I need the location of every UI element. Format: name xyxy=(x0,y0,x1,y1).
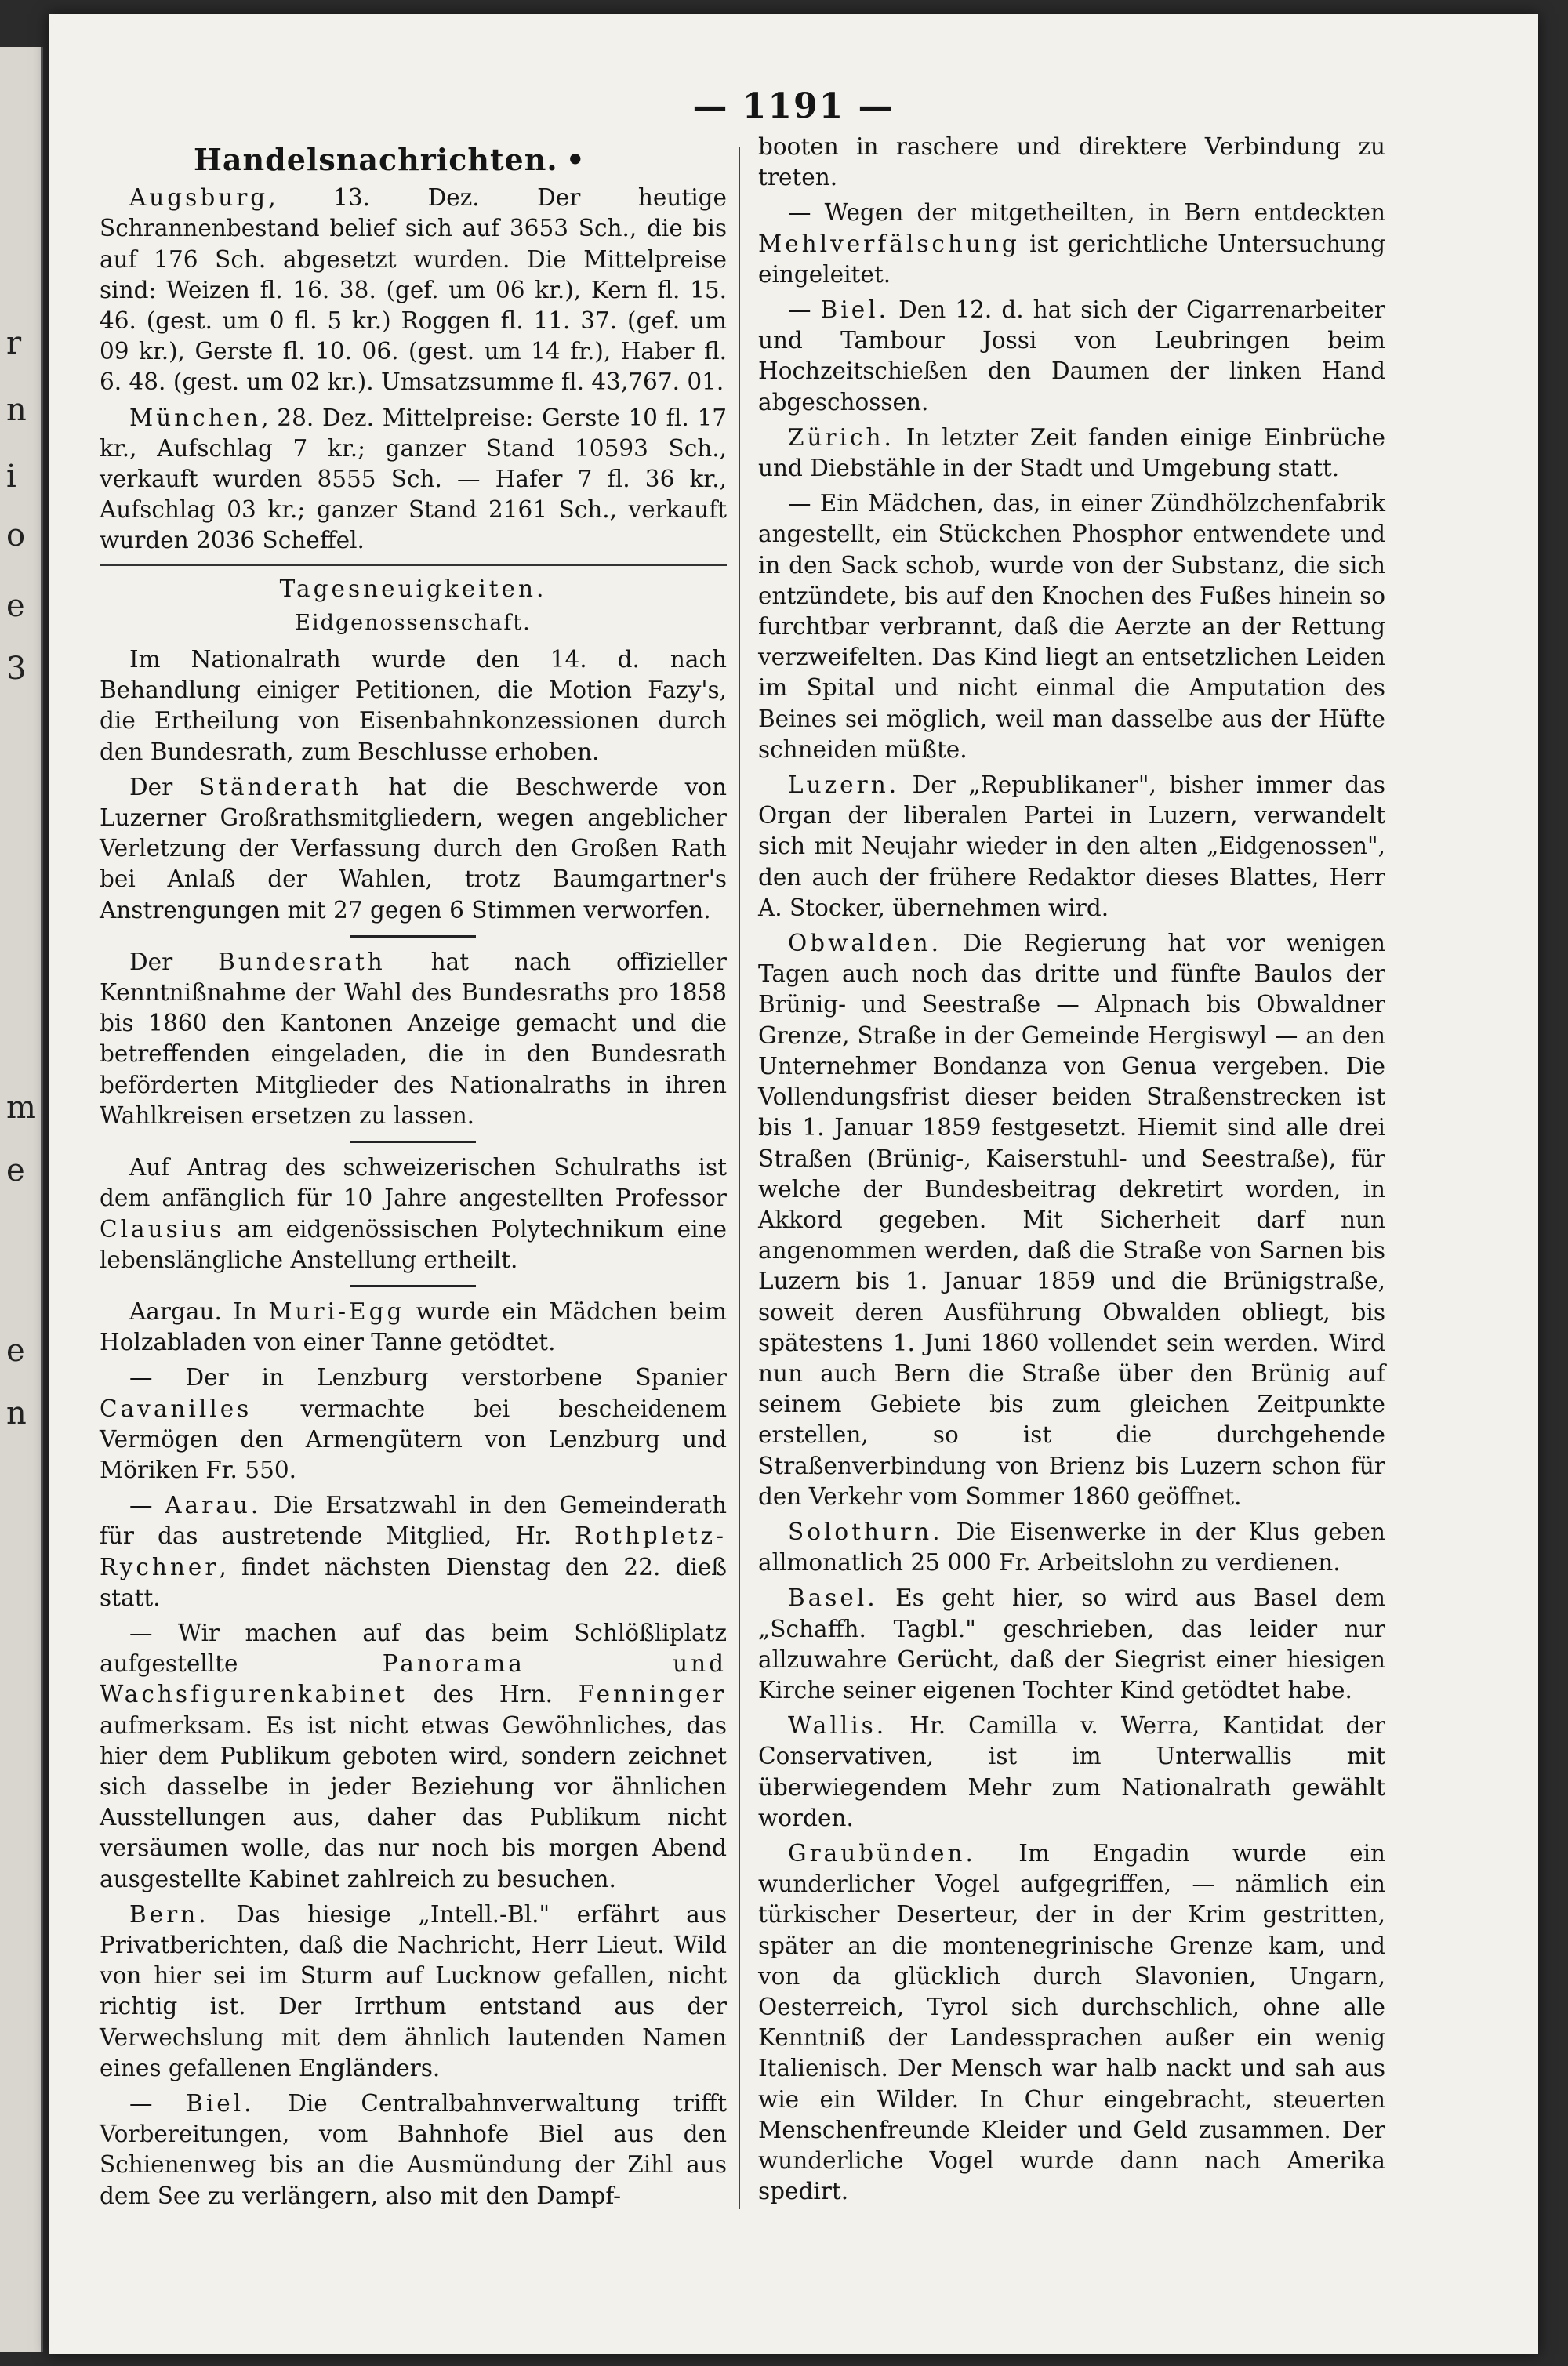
article-aargau: Aargau. In Muri-Egg wurde ein Mädchen beim Holzabladen von einer Tanne getödtet. xyxy=(100,1297,727,1356)
right-column xyxy=(758,132,1385,2212)
article-lenzburg: — Der in Lenzburg verstorbene Spanier Cavanilles vermachte bei bescheidenem Vermögen den Armengütern von Lenzburg und Möriken Fr. 550. xyxy=(100,1364,727,1483)
previous-page-edge xyxy=(0,47,43,2352)
margin-fragment: i xyxy=(6,459,16,495)
page-number: — 1191 — xyxy=(692,86,895,126)
margin-fragment: n xyxy=(6,1395,27,1432)
short-divider xyxy=(350,935,476,938)
article-luzern: Luzern. Der „Republikaner", bisher immer das Organ der liberalen Partei in Luzern, verwandelt sich mit Neujahr wieder in den alten „Eidgenossen", den auch der frühere Redaktor dieses Blattes, Herr A. Stocker, übernehmen wird. xyxy=(758,771,1385,921)
article-biel-bahn: — Biel. Die Centralbahnverwaltung trifft Vorbereitungen, vom Bahnhofe Biel aus den Schienenweg bis an die Ausmündung der Zihl aus dem See zu verlängern, also mit den Dampf- xyxy=(100,2089,727,2209)
article-augsburg: Augsburg, 13. Dez. Der heutige Schrannenbestand belief sich auf 3653 Sch., die bis auf 176 Sch. abgesetzt wurden. Die Mittelpreise sind: Weizen fl. 16. 38. (gef. um 06 kr.), Kern fl. 15. 46. (gest. um 0 fl. 5 kr.) Roggen fl. 11. 37. (gef. um 09 kr.), Gerste fl. 10. 06. (gest. um 14 fr.), Haber fl. 6. 48. (gest. um 02 kr.). Umsatzsumme fl. 43,767. 01. xyxy=(100,184,727,396)
article-aarau: — Aarau. Die Ersatzwahl in den Gemeinderath für das austretende Mitglied, Hr. Rothpletz-Rychner, findet nächsten Dienstag den 22. dieß statt. xyxy=(100,1492,727,1611)
article-solothurn: Solothurn. Die Eisenwerke in der Klus geben allmonatlich 25 000 Fr. Arbeitslohn zu verdienen. xyxy=(758,1518,1385,1577)
article-mehlverfaelschung: — Wegen der mitgetheilten, in Bern entdeckten Mehlverfälschung ist gerichtliche Untersuchung eingeleitet. xyxy=(758,199,1385,288)
short-divider xyxy=(350,1141,476,1143)
article-clausius: Auf Antrag des schweizerischen Schulraths ist dem anfänglich für 10 Jahre angestellten Professor Clausius am eidgenössischen Polytechnikum eine lebenslängliche Anstellung ertheilt. xyxy=(100,1154,727,1273)
margin-fragment: e xyxy=(6,588,25,624)
column-divider xyxy=(739,147,740,2209)
article-obwalden: Obwalden. Die Regierung hat vor wenigen Tagen auch noch das dritte und fünfte Baulos der Brünig- und Seestraße — Alpnach bis Obwaldner Grenze, Straße in der Gemeinde Hergiswyl — an den Unternehmer Bondanza von Genua vergeben. Die Vollendungsfrist dieser beiden Straßenstrecken ist bis 1. Januar 1859 festgesetzt. Hiemit sind alle drei Straßen (Brünig-, Kaiserstuhl- und Seestraße), für welche der Bundesbeitrag dekretirt worden, in Akkord gegeben. Mit Sicherheit darf nun angenommen werden, daß die Straße von Sarnen bis Luzern bis 1. Januar 1859 und die Brünigstraße, soweit deren Ausführung Obwalden obliegt, bis spätestens 1. Juni 1860 vollendet sein werden. Wird nun auch Bern die Straße über den Brünig auf seinem Gebiete bis zum gleichen Zeitpunkte erstellen, so ist die durchgehende Straßenverbindung von Brienz bis Luzern schon für den Verkehr vom Sommer 1860 geöffnet. xyxy=(758,930,1385,1510)
margin-fragment: r xyxy=(6,325,22,361)
margin-fragment: 3 xyxy=(6,651,27,687)
article-biel-continuation: booten in raschere und direktere Verbindung zu treten. xyxy=(758,133,1385,191)
article-muenchen: München, 28. Dez. Mittelpreise: Gerste 10 fl. 17 kr., Aufschlag 7 kr.; ganzer Stand 10593 Sch., verkauft wurden 8555 Sch. — Hafer 7 fl. 36 kr., Aufschlag 03 kr.; ganzer Stand 2161 Sch., verkauft wurden 2036 Scheffel. xyxy=(100,404,727,554)
article-wallis: Wallis. Hr. Camilla v. Werra, Kantidat der Conservativen, ist im Unterwallis mit überwiegendem Mehr zum Nationalrath gewählt worden. xyxy=(758,1712,1385,1831)
article-graubuenden: Graubünden. Im Engadin wurde ein wunderlicher Vogel aufgegriffen, — nämlich ein türkischer Deserteur, der in der Krim gestritten, später an die montenegrinische Grenze kam, und von da glücklich durch Slavonien, Ungarn, Oesterreich, Tyrol sich durchschlich, ohne alle Kenntniß der Landessprachen außer ein wenig Italienisch. Der Mensch war halb nackt und sah aus wie ein Wilder. In Chur eingebracht, steuerten Menschenfreunde Kleider und Geld zusammen. Der wunderliche Vogel wurde dann nach Amerika spedirt. xyxy=(758,1839,1385,2205)
decorative-mark: • xyxy=(565,142,586,177)
short-divider xyxy=(350,1285,476,1287)
margin-fragment: n xyxy=(6,392,27,428)
section-title-handelsnachrichten: Handelsnachrichten. • xyxy=(194,142,586,177)
article-basel: Basel. Es geht hier, so wird aus Basel dem „Schaffh. Tagbl." geschrieben, das leider nur allzuwahre Gerücht, daß der Siegrist einer hiesigen Kirche seiner eigenen Tochter Kind getödtet habe. xyxy=(758,1584,1385,1704)
margin-fragment: e xyxy=(6,1152,25,1188)
article-bern: Bern. Das hiesige „Intell.-Bl." erfährt aus Privatberichten, daß die Nachricht, Herr Lieut. Wild von hier sei im Sturm auf Lucknow gefallen, nicht richtig ist. Der Irrthum entstand aus der Verwechslung mit dem ähnlich lautenden Namen eines gefallenen Engländers. xyxy=(100,1900,727,2081)
article-bundesrath: Der Bundesrath hat nach offizieller Kenntnißnahme der Wahl des Bundesraths pro 1858 bis 1860 den Kantonen Anzeige gemacht und die betreffenden eingeladen, die in den Bundesrath beförderten Mitglieder des Nationalraths in ihren Wahlkreisen ersetzen zu lassen. xyxy=(100,948,727,1129)
article-nationalrath: Im Nationalrath wurde den 14. d. nach Behandlung einiger Petitionen, die Motion Fazy's, die Ertheilung von Eisenbahnkonzessionen durch den Bundesrath, zum Beschlusse erhoben. xyxy=(100,646,727,765)
margin-fragment: e xyxy=(6,1333,25,1369)
article-biel-tambour: — Biel. Den 12. d. hat sich der Cigarrenarbeiter und Tambour Jossi von Leubringen beim Hochzeitschießen den Daumen der linken Hand abgeschossen. xyxy=(758,296,1385,416)
article-zuendhoelzchen: — Ein Mädchen, das, in einer Zündhölzchenfabrik angestellt, ein Stückchen Phosphor entwendete und in den Sack schob, wurde von der Substanz, die sich entzündete, bis auf den Knochen des Fußes hinein so furchtbar verbrannt, daß die Aerzte an der Rettung verzweifelten. Das Kind liegt an entsetzlichen Leiden im Spital und nicht einmal die Amputation des Beines sei möglich, weil man dasselbe aus der Hüfte schneiden müßte. xyxy=(758,490,1385,763)
heading-tagesneuigkeiten: Tagesneuigkeiten. xyxy=(279,575,547,602)
margin-fragment: o xyxy=(6,517,26,553)
heading-eidgenossenschaft: Eidgenossenschaft. xyxy=(295,610,532,635)
article-staenderath: Der Ständerath hat die Beschwerde von Luzerner Großrathsmitgliedern, wegen angeblicher Verletzung der Verfassung durch den Großen Rath bei Anlaß der Wahlen, trotz Baumgartner's Anstrengungen mit 27 gegen 6 Stimmen verworfen. xyxy=(100,773,728,924)
newspaper-page xyxy=(49,14,1538,2354)
margin-fragment: m xyxy=(6,1090,36,1126)
article-zuerich: Zürich. In letzter Zeit fanden einige Einbrüche und Diebstähle in der Stadt und Umgebung statt. xyxy=(758,423,1385,482)
article-panorama: — Wir machen auf das beim Schlößliplatz aufgestellte Panorama und Wachsfigurenkabinet des Hrn. Fenninger aufmerksam. Es ist nicht etwas Gewöhnliches, das hier dem Publikum geboten wird, sondern zeichnet sich dasselbe in jeder Beziehung vor ähnlichen Ausstellungen aus, daher das Publikum nicht versäumen wolle, das nur noch bis morgen Abend ausgestellte Kabinet zahlreich zu besuchen. xyxy=(100,1619,727,1892)
section-divider xyxy=(100,564,727,566)
left-column xyxy=(100,140,727,2216)
